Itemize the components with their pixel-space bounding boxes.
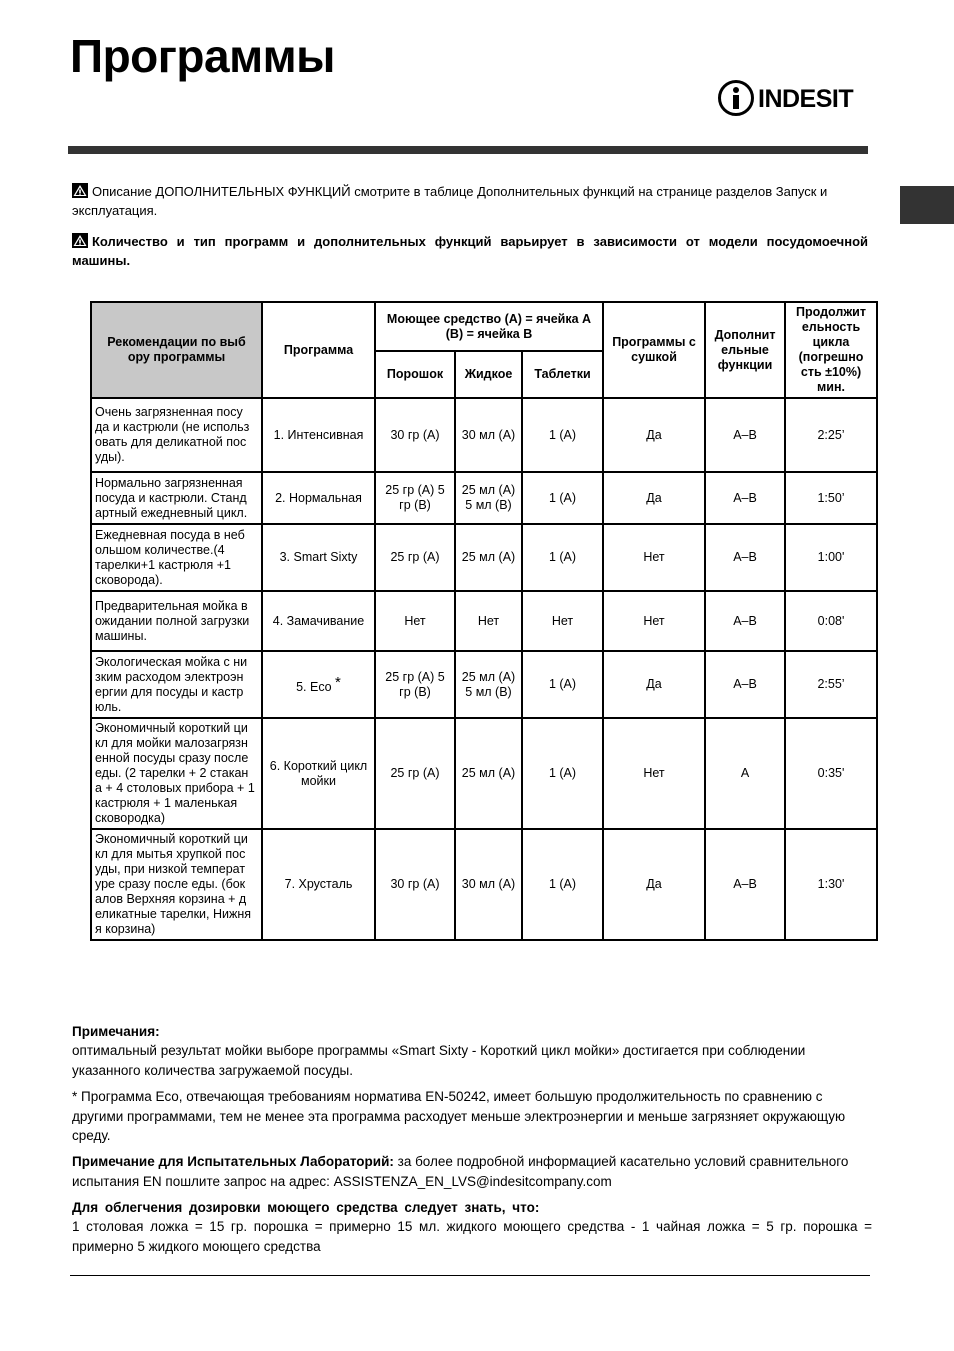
warning-text-2: Количество и тип программ и дополнительных функций варьирует в зависимости от модели посудомоечной машины. <box>72 234 868 268</box>
cell-liquid: 25 мл (A) <box>455 718 522 829</box>
cell-program: 7. Хрусталь <box>262 829 375 940</box>
cell-drying: Нет <box>603 524 705 591</box>
cell-drying: Да <box>603 472 705 524</box>
warning-text-1: Описание ДОПОЛНИТЕЛЬНЫХ ФУНКЦИЙ смотрите в таблице Дополнительных функций на странице разделов Запуск и эксплуатация. <box>72 184 828 218</box>
cell-tablets: 1 (A) <box>522 718 603 829</box>
cell-tablets: 1 (A) <box>522 472 603 524</box>
table-row <box>91 524 877 591</box>
table-row <box>91 472 877 524</box>
cell-duration: 2:25’ <box>785 398 877 472</box>
header-drying: Программы с сушкой <box>603 302 705 398</box>
cell-extra: A–B <box>705 524 785 591</box>
cell-drying: Нет <box>603 718 705 829</box>
cell-program: 3. Smart Sixty <box>262 524 375 591</box>
cell-extra: A <box>705 718 785 829</box>
table-row <box>91 591 877 651</box>
logo-bar-icon <box>733 95 739 109</box>
warning-note-2 <box>72 232 868 270</box>
header-liquid: Жидкое <box>455 351 522 398</box>
cell-tablets: 1 (A) <box>522 398 603 472</box>
indesit-logo <box>718 80 870 120</box>
program-label: 5. Eco <box>296 679 332 694</box>
cell-extra: A–B <box>705 472 785 524</box>
cell-liquid: 25 мл (A) 5 мл (B) <box>455 472 522 524</box>
cell-tablets: 1 (A) <box>522 651 603 718</box>
cell-tablets: 1 (A) <box>522 829 603 940</box>
cell-powder: 30 гр (A) <box>375 398 455 472</box>
cell-powder: 30 гр (A) <box>375 829 455 940</box>
header-rule <box>68 146 868 154</box>
notes-lab <box>72 1152 872 1191</box>
header-tablets: Таблетки <box>522 351 603 398</box>
cell-drying: Нет <box>603 591 705 651</box>
cell-liquid: 30 мл (A) <box>455 398 522 472</box>
cell-powder: 25 гр (A) 5 гр (B) <box>375 651 455 718</box>
header-extra-functions: Дополнит ельные функции <box>705 302 785 398</box>
warning-note-1 <box>72 182 868 220</box>
cell-recommendation: Экологическая мойка с ни зким расходом электроэн ергии для посуды и кастр юль. <box>91 651 262 718</box>
cell-recommendation: Нормально загрязненная посуда и кастрюли. Станд артный ежедневный цикл. <box>91 472 262 524</box>
cell-duration: 2:55’ <box>785 651 877 718</box>
cell-powder: 25 гр (A) 5 гр (B) <box>375 472 455 524</box>
cell-recommendation: Экономичный короткий ци кл для мытья хрупкой пос уды, при низкой температ уре сразу после еды. (бок алов Верхняя корзина + д еликатные тарелки, Нижня я корзина) <box>91 829 262 940</box>
table-row <box>91 718 877 829</box>
warning-icon <box>72 183 88 198</box>
cell-duration: 1:00' <box>785 524 877 591</box>
header-duration: Продолжит ельность цикла (погрешно сть ±10%) мин. <box>785 302 877 398</box>
page-title: Программы <box>70 30 335 82</box>
cell-program: 4. Замачивание <box>262 591 375 651</box>
notes-heading: Примечания: <box>72 1024 160 1039</box>
footer-rule <box>70 1275 870 1276</box>
notes-paragraph-eco: * Программа Eco, отвечающая требованиям норматива EN-50242, имеет большую продолжительность по сравнению с другими программами, тем не менее эта программа расходует меньше электроэнергии и меньше загрязняет окружающую среду. <box>72 1089 846 1143</box>
cell-drying: Да <box>603 829 705 940</box>
logo-text: INDESIT <box>758 85 854 113</box>
cell-powder: 25 гр (A) <box>375 524 455 591</box>
cell-program: 1. Интенсивная <box>262 398 375 472</box>
cell-liquid: 25 мл (A) <box>455 524 522 591</box>
dosing-text: 1 столовая ложка = 15 гр. порошка = примерно 15 мл. жидкого моющего средства - 1 чайная ложка = 5 гр. порошка = примерно 5 жидкого моющего средства <box>72 1219 872 1254</box>
cell-liquid: 25 мл (A) 5 мл (B) <box>455 651 522 718</box>
cell-program <box>262 651 375 718</box>
cell-recommendation: Предварительная мойка в ожидании полной загрузки машины. <box>91 591 262 651</box>
cell-tablets: 1 (A) <box>522 524 603 591</box>
side-tab-marker <box>900 186 954 224</box>
programs-table <box>90 301 878 941</box>
cell-duration: 0:35' <box>785 718 877 829</box>
table-row <box>91 398 877 472</box>
header-detergent: Моющее средство (A) = ячейка A (B) = ячейка B <box>375 302 603 351</box>
cell-extra: A–B <box>705 398 785 472</box>
cell-recommendation: Очень загрязненная посу да и кастрюли (не использ овать для деликатной пос уды). <box>91 398 262 472</box>
table-row <box>91 651 877 718</box>
cell-extra: A–B <box>705 829 785 940</box>
logo-dot-icon <box>733 87 739 93</box>
footnote-asterisk: * <box>335 673 341 691</box>
dosing-heading: Для облегчения дозировки моющего средства следует знать, что: <box>72 1200 540 1215</box>
cell-drying: Да <box>603 651 705 718</box>
cell-extra: A–B <box>705 651 785 718</box>
notes-paragraph-1: оптимальный результат мойки выборе программы «Smart Sixty - Короткий цикл мойки» достигается при соблюдении указанного количества загружаемой посуды. <box>72 1043 806 1078</box>
cell-duration: 1:30' <box>785 829 877 940</box>
cell-program: 6. Короткий цикл мойки <box>262 718 375 829</box>
header-program: Программа <box>262 302 375 398</box>
header-powder: Порошок <box>375 351 455 398</box>
table-row <box>91 829 877 940</box>
cell-recommendation: Экономичный короткий ци кл для мойки малозагрязн енной посуды сразу после еды. (2 тарелки + 2 стакан а + 4 столовых прибора + 1 кастрюля + 1 маленькая сковородка) <box>91 718 262 829</box>
cell-liquid: 30 мл (A) <box>455 829 522 940</box>
cell-drying: Да <box>603 398 705 472</box>
warning-icon <box>72 233 88 248</box>
lab-label: Примечание для Испытательных Лабораторий: <box>72 1154 394 1169</box>
cell-recommendation: Ежедневная посуда в неб ольшом количестве.(4 тарелки+1 кастрюля +1 сковорода). <box>91 524 262 591</box>
cell-tablets: Нет <box>522 591 603 651</box>
cell-duration: 0:08' <box>785 591 877 651</box>
cell-duration: 1:50’ <box>785 472 877 524</box>
lab-text: за более подробной информацией касательно условий сравнительного испытания EN пошлите запрос на адрес: ASSISTENZA_EN_LVS@indesitcompany.com <box>72 1154 849 1189</box>
cell-powder: 25 гр (A) <box>375 718 455 829</box>
cell-powder: Нет <box>375 591 455 651</box>
cell-liquid: Нет <box>455 591 522 651</box>
cell-extra: A–B <box>705 591 785 651</box>
cell-program: 2. Нормальная <box>262 472 375 524</box>
header-recommendation: Рекомендации по выб ору программы <box>91 302 262 398</box>
